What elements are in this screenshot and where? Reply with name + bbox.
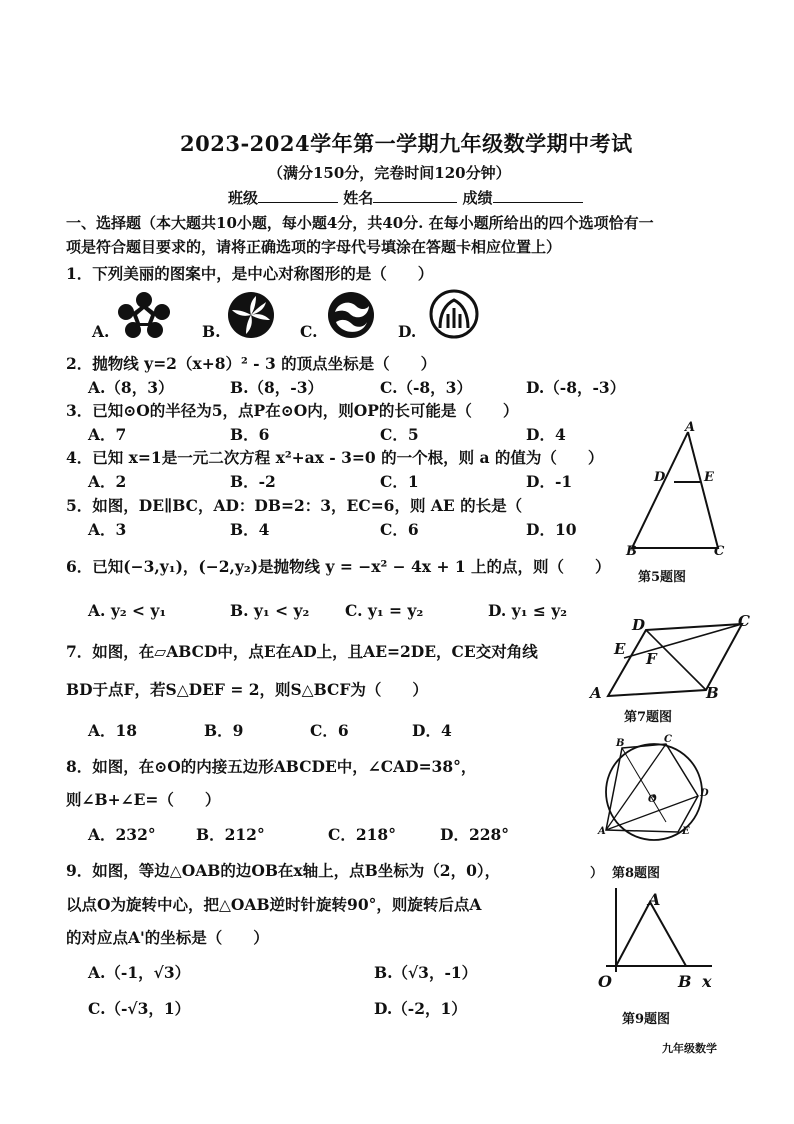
q9-option-d[interactable]: D.（-2，1） (374, 999, 467, 1018)
figure-5-triangle (618, 420, 738, 560)
student-info-line (228, 187, 583, 208)
stray-paren: ） (590, 866, 604, 881)
question-7-line1: 7．如图，在▱ABCD中，点E在AD上，且AE=2DE，CE交对角线 (66, 642, 538, 661)
q3-option-d[interactable]: D．4 (526, 425, 566, 444)
fig7-caption: 第7题图 (624, 710, 673, 725)
question-8-line1: 8．如图，在⊙O的内接五边形ABCDE中，∠CAD=38°， (66, 757, 477, 776)
q8-option-b[interactable]: B．212° (196, 825, 265, 844)
fig8-label-o: O (648, 794, 657, 805)
question-5-stem: 5．如图，DE∥BC，AD：DB=2：3，EC=6，则 AE 的长是（ (66, 496, 523, 515)
q1-option-c-label[interactable]: C. (300, 322, 318, 341)
q2-option-d[interactable]: D.（-8，-3） (526, 378, 626, 397)
class-blank[interactable] (258, 188, 338, 203)
question-9-line3: 的对应点A'的坐标是（ ） (66, 928, 269, 947)
q7-option-c[interactable]: C．6 (310, 721, 349, 740)
q1-pattern-c-icon (326, 290, 376, 340)
q5-option-d[interactable]: D．10 (526, 520, 577, 539)
q3-option-a[interactable]: A．7 (88, 425, 127, 444)
fig7-label-b: B (706, 684, 719, 702)
fig9-label-x: x (702, 972, 712, 991)
name-blank[interactable] (373, 188, 457, 203)
fig8-label-d: D (700, 788, 709, 799)
fig5-label-b: B (626, 544, 637, 559)
q6-option-b[interactable]: B. y₁ < y₂ (230, 601, 310, 620)
q3-option-b[interactable]: B．6 (230, 425, 270, 444)
q9-option-a[interactable]: A.（-1，√3） (88, 963, 191, 982)
q1-pattern-b-icon (226, 290, 276, 340)
question-4-stem: 4．已知 x=1是一元二次方程 x²+ax - 3=0 的一个根，则 a 的值为（ ） (66, 448, 604, 467)
fig5-label-e: E (704, 470, 714, 485)
q6-option-c[interactable]: C. y₁ = y₂ (345, 601, 424, 620)
fig7-label-a: A (590, 684, 602, 702)
q1-pattern-d-icon (428, 288, 480, 340)
q6-option-d[interactable]: D. y₁ ≤ y₂ (488, 601, 568, 620)
q2-option-a[interactable]: A.（8，3） (88, 378, 174, 397)
q1-pattern-a-icon (118, 292, 170, 338)
q4-option-b[interactable]: B．-2 (230, 472, 276, 491)
q7-option-d[interactable]: D．4 (412, 721, 452, 740)
question-7-line2: BD于点F，若S△DEF = 2，则S△BCF为（ ） (66, 680, 428, 699)
q9-option-b[interactable]: B.（√3，-1） (374, 963, 478, 982)
fig5-label-c: C (714, 544, 725, 559)
fig8-label-b: B (616, 738, 625, 749)
question-9-line1: 9．如图，等边△OAB的边OB在x轴上，点B坐标为（2，0）， (66, 861, 501, 880)
question-3-stem: 3．已知⊙O的半径为5，点P在⊙O内，则OP的长可能是（ ） (66, 401, 519, 420)
fig8-label-a: A (598, 826, 606, 837)
question-2-stem: 2．抛物线 y=2（x+8）² - 3 的顶点坐标是（ ） (66, 354, 437, 373)
fig5-label-a: A (685, 420, 696, 435)
q1-option-b-label[interactable]: B. (202, 322, 221, 341)
fig7-label-e: E (614, 640, 626, 658)
q7-option-b[interactable]: B．9 (204, 721, 244, 740)
section-instructions-line2: 项是符合题目要求的，请将正确选项的字母代号填涂在答题卡相应位置上） (66, 238, 562, 256)
name-label: 姓名 (343, 189, 374, 207)
fig7-label-c: C (738, 612, 750, 630)
fig9-label-b: B (678, 972, 692, 991)
section-instructions-line1: 一、选择题（本大题共10小题，每小题4分，共40分. 在每小题所给出的四个选项恰有一 (66, 214, 654, 232)
q3-option-c[interactable]: C．5 (380, 425, 419, 444)
q2-option-b[interactable]: B.（8，-3） (230, 378, 324, 397)
question-6-stem: 6．已知(−3,y₁)，(−2,y₂)是抛物线 y = −x² − 4x + 1 上的点，则（ ） (66, 557, 611, 576)
q8-option-c[interactable]: C．218° (328, 825, 396, 844)
score-blank[interactable] (493, 188, 583, 203)
fig9-label-o: O (598, 972, 612, 991)
q4-option-a[interactable]: A．2 (88, 472, 127, 491)
q1-option-d-label[interactable]: D. (398, 322, 417, 341)
q2-option-c[interactable]: C.（-8，3） (380, 378, 472, 397)
fig7-label-d: D (632, 616, 646, 634)
q5-option-b[interactable]: B．4 (230, 520, 270, 539)
page-footer: 九年级数学 (662, 1042, 717, 1055)
question-1-stem: 1．下列美丽的图案中，是中心对称图形的是（ ） (66, 264, 434, 283)
q1-option-a-label[interactable]: A. (92, 322, 110, 341)
fig9-label-a: A (648, 890, 661, 909)
q9-option-c[interactable]: C.（-√3，1） (88, 999, 191, 1018)
q5-option-c[interactable]: C．6 (380, 520, 419, 539)
q8-option-a[interactable]: A．232° (88, 825, 156, 844)
score-label: 成绩 (462, 189, 493, 207)
fig5-label-d: D (654, 470, 666, 485)
q8-option-d[interactable]: D．228° (440, 825, 510, 844)
q4-option-d[interactable]: D．-1 (526, 472, 573, 491)
question-9-line2: 以点O为旋转中心，把△OAB逆时针旋转90°，则旋转后点A (66, 895, 482, 914)
fig8-label-e: E (682, 826, 690, 837)
fig8-caption: 第8题图 (612, 866, 661, 881)
fig7-label-f: F (646, 650, 657, 668)
q5-option-a[interactable]: A．3 (88, 520, 127, 539)
fig5-caption: 第5题图 (638, 570, 687, 585)
question-8-line2: 则∠B+∠E=（ ） (66, 790, 221, 809)
page-subtitle: （满分150分，完卷时间120分钟） (268, 164, 511, 182)
class-label: 班级 (228, 189, 259, 207)
page-title: 2023-2024学年第一学期九年级数学期中考试 (180, 131, 633, 156)
q4-option-c[interactable]: C．1 (380, 472, 419, 491)
fig8-label-c: C (664, 734, 672, 745)
q6-option-a[interactable]: A. y₂ < y₁ (88, 601, 167, 620)
q7-option-a[interactable]: A．18 (88, 721, 138, 740)
fig9-caption: 第9题图 (622, 1012, 671, 1027)
